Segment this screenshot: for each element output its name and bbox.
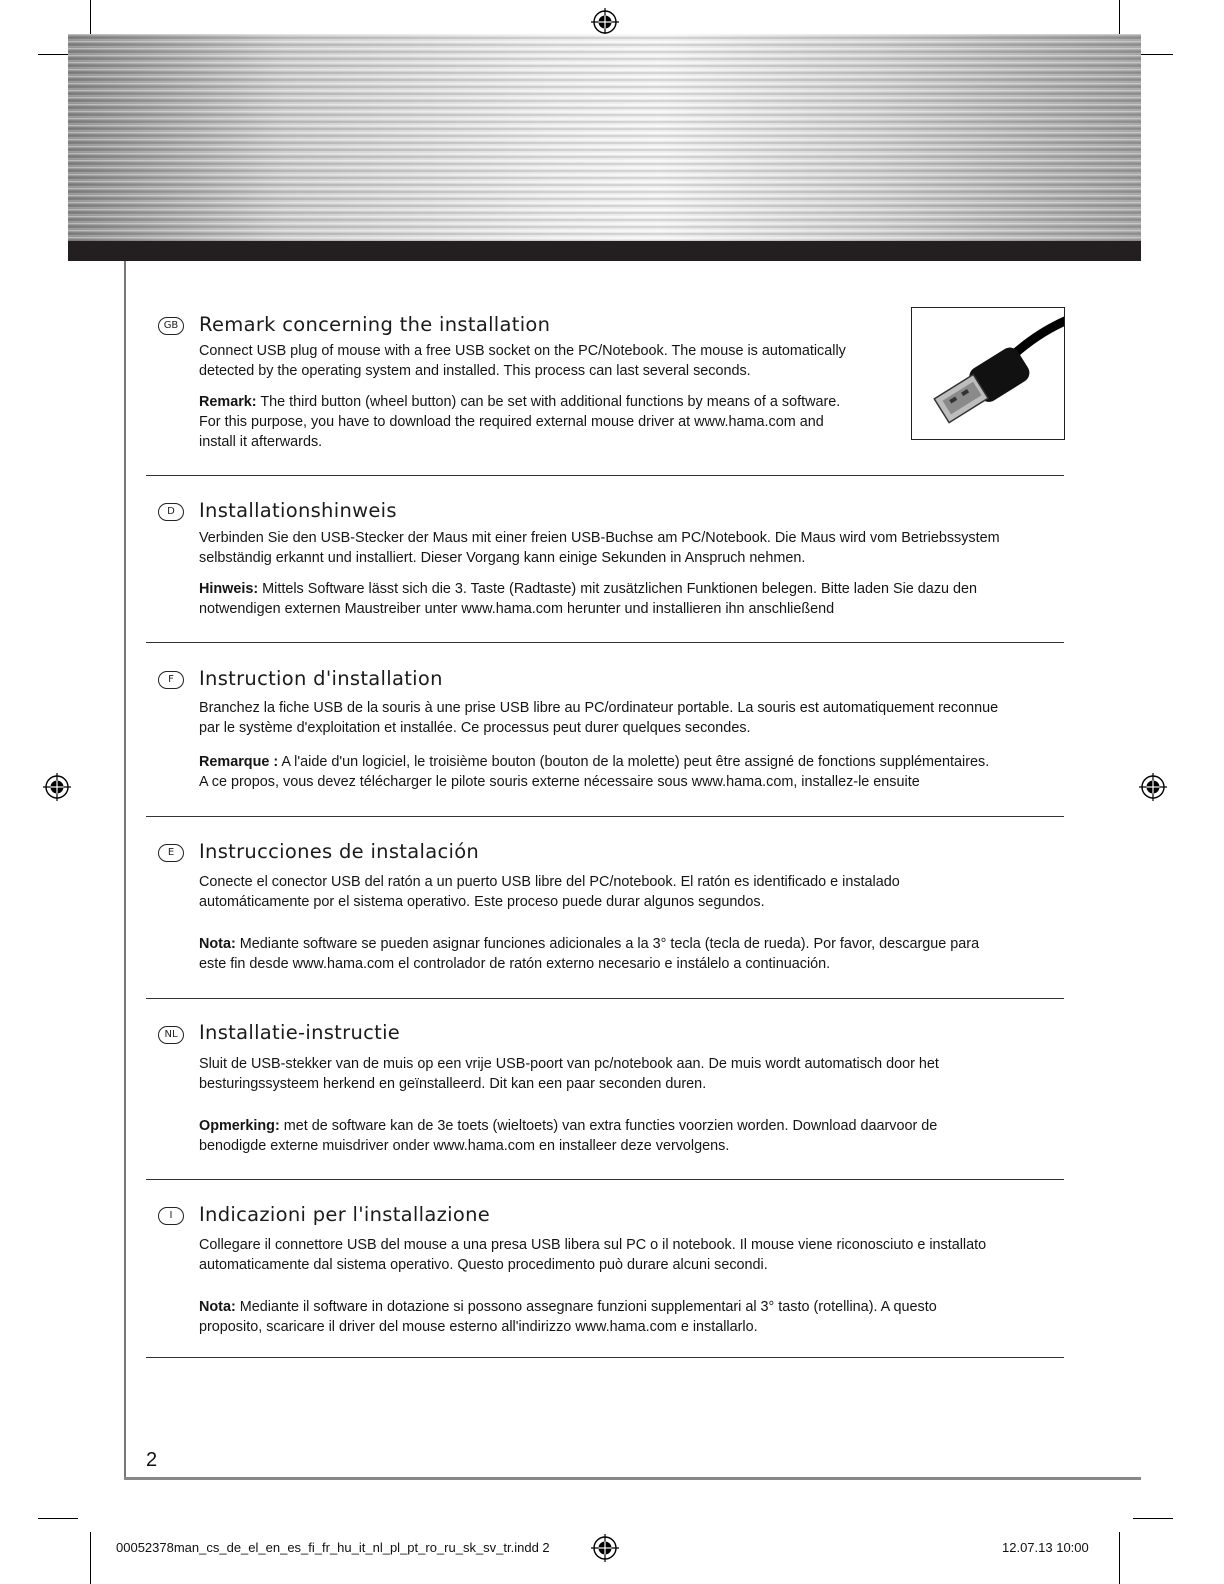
remark-label: Remarque : [199,754,279,770]
remark-label: Nota: [199,1299,236,1315]
text-line: Collegare il connettore USB del mouse a una presa USB libera sul PC o il notebook. Il mouse viene riconosciuto e installato [199,1237,987,1253]
section-remark [199,1297,937,1337]
usb-plug-icon [912,308,1064,439]
section-title: Remark concerning the installation [199,313,551,336]
text-line: Sluit de USB-stekker van de muis op een vrije USB-poort van pc/notebook aan. De muis wordt automatisch door het [199,1056,939,1072]
text-line: A l'aide d'un logiciel, le troisième bouton (bouton de la molette) peut être assigné de fonctions supplémentaires. [278,754,990,770]
language-badge-gb: GB [158,317,184,335]
section-title: Instrucciones de instalación [199,840,480,863]
text-line: Branchez la fiche USB de la souris à une prise USB libre au PC/ordinateur portable. La souris est automatiquement reconnue [199,700,999,716]
text-line: Verbinden Sie den USB-Stecker der Maus mit einer freien USB-Buchse am PC/Notebook. Die Maus wird vom Betriebssystem [199,530,1000,546]
section-title: Installationshinweis [199,499,397,522]
text-line: par le système d'exploitation et installée. Ce processus peut durer quelques secondes. [199,720,751,736]
left-margin-rule [124,261,126,1479]
section-text [199,341,846,381]
bottom-margin-rule [124,1477,1141,1480]
section-divider [146,1357,1064,1358]
section-remark [199,1116,937,1156]
text-line: For this purpose, you have to download the required external mouse driver at www.hama.com and [199,414,824,430]
section-divider [146,475,1064,476]
crop-mark [90,1532,91,1584]
section-remark [199,579,977,619]
section-text [199,1235,986,1275]
text-line: Mittels Software lässt sich die 3. Taste (Radtaste) mit zusätzlichen Funktionen belegen. Bitte laden Sie dazu den [258,581,978,597]
section-divider [146,998,1064,999]
section-divider [146,816,1064,817]
section-remark [199,934,979,974]
remark-label: Opmerking: [199,1118,280,1134]
text-line: The third button (wheel button) can be set with additional functions by means of a software. [256,394,841,410]
text-line: proposito, scaricare il driver del mouse esterno all'indirizzo www.hama.com e installarlo. [199,1319,758,1335]
section-remark [199,392,840,452]
language-badge-d: D [158,503,184,521]
text-line: Connect USB plug of mouse with a free USB socket on the PC/Notebook. The mouse is automatically [199,343,846,359]
section-remark [199,752,989,792]
footer-file-name: 00052378man_cs_de_el_en_es_fi_fr_hu_it_nl_pl_pt_ro_ru_sk_sv_tr.indd 2 [116,1540,550,1555]
text-line: automaticamente dal sistema operativo. Questo procedimento può durare alcuni secondi. [199,1257,768,1273]
section-text [199,698,998,738]
text-line: besturingssysteem herkend en geïnstalleerd. Dit kan een paar seconden duren. [199,1076,707,1092]
section-text [199,528,1000,568]
registration-mark-icon [591,8,619,36]
text-line: met de software kan de 3e toets (wieltoets) van extra functies voorzien worden. Download daarvoor de [279,1118,938,1134]
crop-mark [38,1518,78,1519]
section-text [199,872,900,912]
text-line: Mediante software se pueden asignar funciones adicionales a la 3° tecla (tecla de rueda). Por favor, descargue para [235,936,980,952]
remark-label: Nota: [199,936,236,952]
remark-label: Hinweis: [199,581,259,597]
remark-label: Remark: [199,394,257,410]
registration-mark-icon [1139,773,1167,801]
crop-mark [1119,1532,1120,1584]
footer-date: 12.07.13 10:00 [1002,1540,1089,1555]
language-badge-e: E [158,844,184,862]
section-text [199,1054,939,1094]
registration-mark-icon [43,773,71,801]
text-line: Conecte el conector USB del ratón a un puerto USB libre del PC/notebook. El ratón es identificado e instalado [199,874,900,890]
text-line: Mediante il software in dotazione si possono assegnare funzioni supplementari al 3° tasto (rotellina). A questo [235,1299,937,1315]
registration-mark-icon [591,1534,619,1562]
language-badge-f: F [158,671,184,689]
text-line: detected by the operating system and installed. This process can last several seconds. [199,363,751,379]
usb-plug-image [911,307,1065,440]
text-line: notwendigen externen Maustreiber unter www.hama.com herunter und installieren ihn anschließend [199,601,835,617]
text-line: A ce propos, vous devez télécharger le pilote souris externe nécessaire sous www.hama.com, installez-le ensuite [199,774,920,790]
text-line: automáticamente por el sistema operativo. Este proceso puede durar algunos segundos. [199,894,765,910]
header-brushed-metal-band [68,34,1141,241]
text-line: benodigde externe muisdriver onder www.hama.com en installeer deze vervolgens. [199,1138,730,1154]
section-title: Installatie-instructie [199,1021,401,1044]
language-badge-i: I [158,1207,184,1225]
language-badge-nl: NL [158,1026,184,1044]
section-title: Instruction d'installation [199,667,443,690]
section-title: Indicazioni per l'installazione [199,1203,491,1226]
text-line: install it afterwards. [199,434,323,450]
crop-mark [1133,1518,1173,1519]
page-number: 2 [146,1449,158,1471]
section-divider [146,1179,1064,1180]
text-line: este fin desde www.hama.com el controlador de ratón externo necesario e instálelo a continuación. [199,956,831,972]
text-line: selbständig erkannt und installiert. Dieser Vorgang kann einige Sekunden in Anspruch nehmen. [199,550,806,566]
header-dark-bar [68,241,1141,261]
section-divider [146,642,1064,643]
